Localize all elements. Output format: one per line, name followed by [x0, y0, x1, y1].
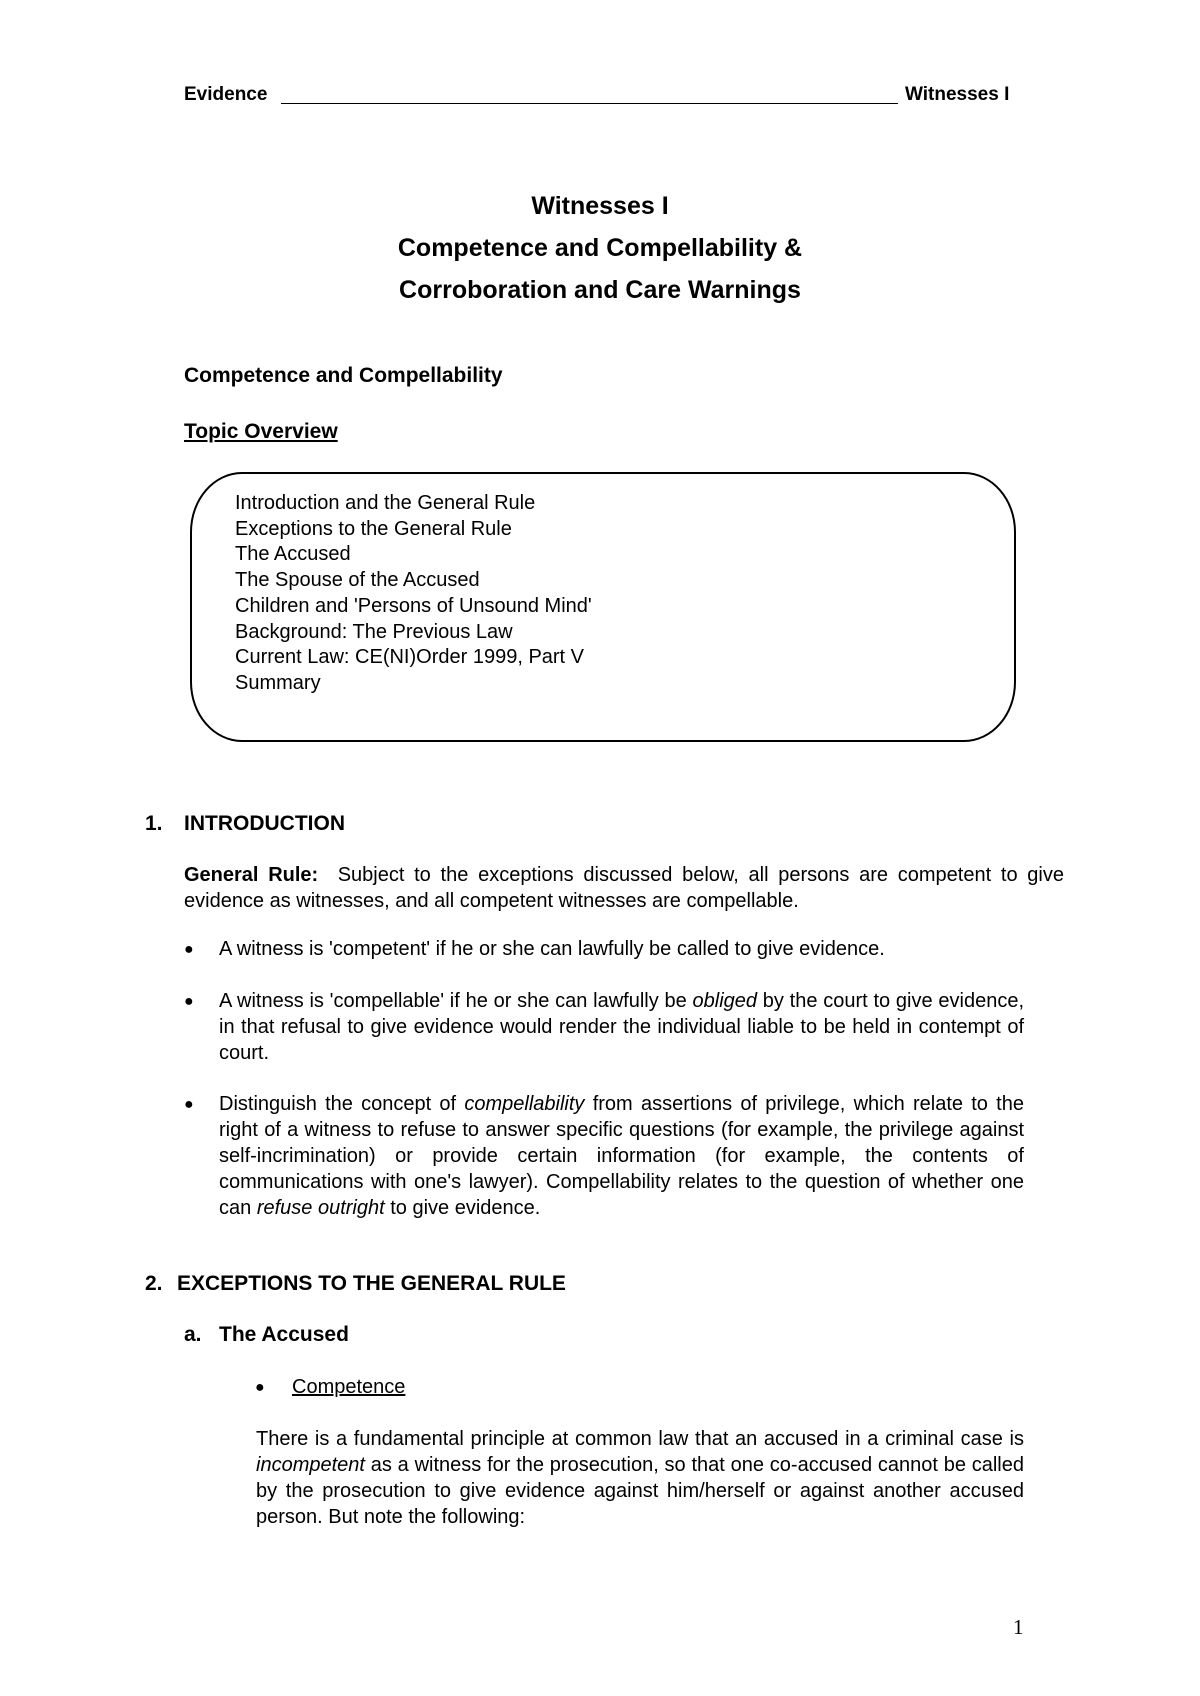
bullet-distinguish: Distinguish the concept of compellability from assertions of privilege, which relate to the right of a witness to refuse to answer specific questions (for example, the privilege against self-incrimination) or provide certain information (for example, the contents of communications with one's lawyer). Compellability relates to the question of whether one can refuse outright to give evidence. [219, 1093, 1024, 1219]
subsection-letter: a. [184, 1323, 202, 1346]
list-item: The Spouse of the Accused [235, 569, 480, 592]
topic-overview-list [235, 491, 592, 697]
list-item: Exceptions to the General Rule [235, 517, 512, 540]
list-item: Background: The Previous Law [235, 620, 513, 643]
general-rule-label: General Rule: [184, 864, 319, 886]
emphasis-refuse-outright: refuse outright [256, 1196, 385, 1219]
accused-paragraph: There is a fundamental principle at common law that an accused in a criminal case is incompetent as a witness for the prosecution, so that one co-accused cannot be called by the prosecution to give evidence against him/herself or against another accused person. But note the following: [256, 1428, 1024, 1528]
document-title: Witnesses I [531, 192, 669, 220]
list-item: The Accused [235, 543, 351, 566]
intro-number: 1. [145, 812, 163, 835]
list-item: Introduction and the General Rule [235, 492, 536, 514]
emphasis-incompetent: incompetent [256, 1453, 365, 1476]
list-item: Summary [235, 671, 321, 694]
topic-overview-heading: Topic Overview [184, 420, 338, 443]
bullet-competent: A witness is 'competent' if he or she can lawfully be called to give evidence. [219, 938, 885, 960]
general-rule-paragraph [184, 863, 1064, 915]
exceptions-number: 2. [145, 1272, 163, 1295]
header-right: Witnesses I [905, 84, 1010, 105]
bullet-icon: ● [184, 993, 194, 1010]
competence-label: Competence [292, 1376, 406, 1398]
emphasis-obliged: obliged [692, 990, 758, 1012]
bullet-icon: ● [184, 1096, 194, 1113]
header-left: Evidence [184, 84, 268, 105]
document-subtitle-1: Competence and Compellability & [397, 234, 803, 262]
bullet-compellable: A witness is 'compellable' if he or she can lawfully be obliged by the court to give evidence, in that refusal to give evidence would render the individual liable to be held in contempt of court. [219, 990, 1025, 1064]
bullet-icon: ● [184, 941, 194, 958]
section-heading: Competence and Compellability [184, 364, 503, 387]
general-rule-text: Subject to the exceptions discussed below, all persons are competent to give evidence as witnesses, and all competent witnesses are compellable. [184, 864, 1064, 912]
emphasis-compellability: compellability [464, 1093, 585, 1115]
intro-heading: INTRODUCTION [184, 812, 345, 835]
exceptions-heading: EXCEPTIONS TO THE GENERAL RULE [177, 1272, 566, 1295]
bullet-icon: ● [255, 1379, 265, 1396]
page-number: 1 [1013, 1615, 1024, 1639]
subsection-heading: The Accused [219, 1323, 349, 1346]
list-item: Children and 'Persons of Unsound Mind' [235, 594, 592, 617]
document-subtitle-2: Corroboration and Care Warnings [399, 276, 801, 304]
header-rule [281, 103, 898, 104]
list-item: Current Law: CE(NI)Order 1999, Part V [235, 646, 585, 669]
